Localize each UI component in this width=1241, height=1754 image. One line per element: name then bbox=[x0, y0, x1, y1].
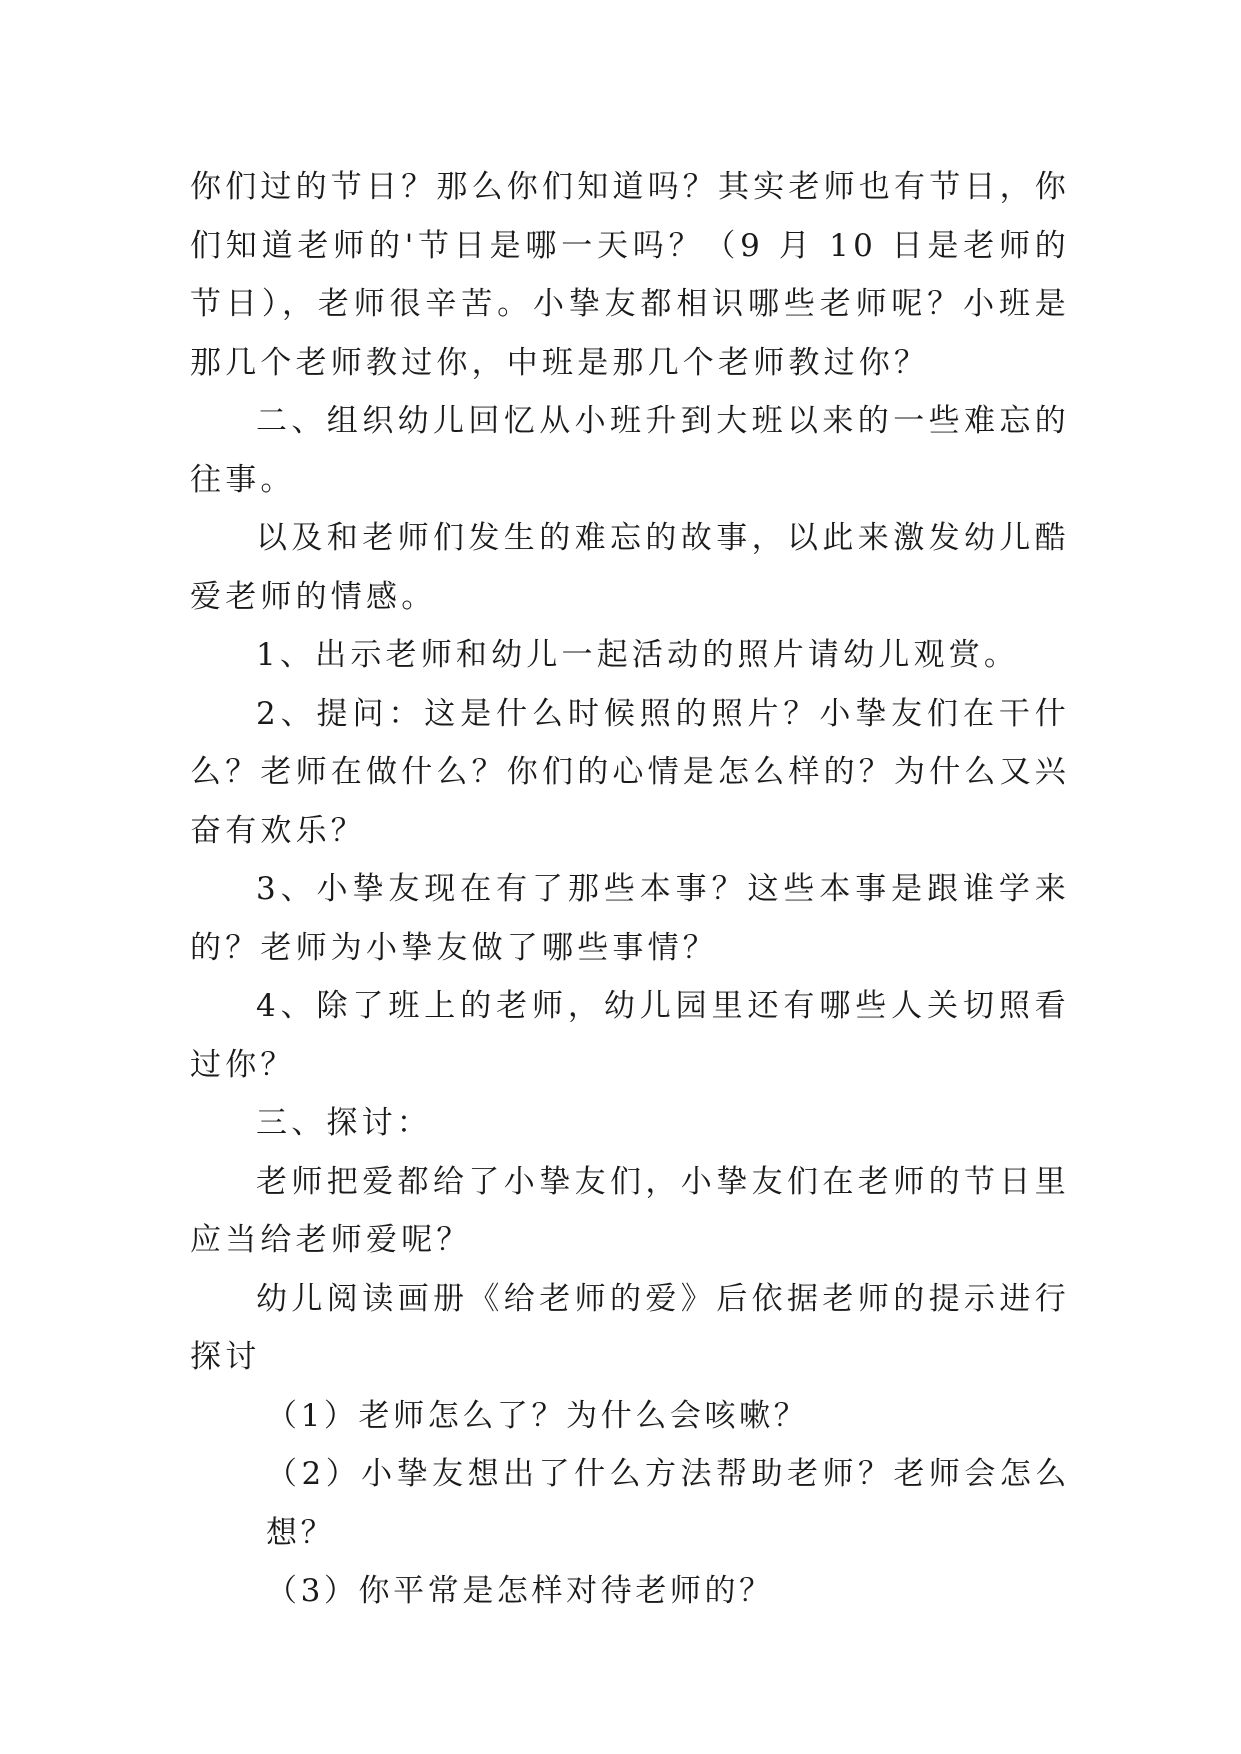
document-body bbox=[190, 158, 1070, 1621]
paragraph-section-three: 三、探讨： bbox=[256, 1105, 432, 1141]
paragraph-section-two: 二、组织幼儿回忆从小班升到大班以来的一些难忘的往事。 bbox=[190, 403, 1070, 498]
paragraph-step-4: 4、除了班上的老师，幼儿园里还有哪些人关切照看过你？ bbox=[190, 988, 1070, 1083]
question-1: （1）老师怎么了？为什么会咳嗽？ bbox=[266, 1397, 809, 1434]
paragraph-love: 老师把爱都给了小挚友们，小挚友们在老师的节日里应当给老师爱呢？ bbox=[190, 1163, 1070, 1258]
paragraph-reading: 幼儿阅读画册《给老师的爱》后依据老师的提示进行探讨 bbox=[190, 1280, 1070, 1375]
question-2: （2）小挚友想出了什么方法帮助老师？老师会怎么想？ bbox=[266, 1456, 1070, 1551]
paragraph-step-2: 2、提问：这是什么时候照的照片？小挚友们在干什么？老师在做什么？你们的心情是怎么样的？为什么又兴奋有欢乐？ bbox=[190, 695, 1070, 849]
paragraph-step-1: 1、出示老师和幼儿一起活动的照片请幼儿观赏。 bbox=[256, 637, 1020, 673]
paragraph-step-3: 3、小挚友现在有了那些本事？这些本事是跟谁学来的？老师为小挚友做了哪些事情？ bbox=[190, 871, 1070, 966]
paragraph-stories: 以及和老师们发生的难忘的故事，以此来激发幼儿酷爱老师的情感。 bbox=[190, 520, 1070, 615]
paragraph-intro: 你们过的节日？那么你们知道吗？其实老师也有节日，你们知道老师的'节日是哪一天吗？（9 月 10 日是老师的节日），老师很辛苦。小挚友都相识哪些老师呢？小班是那几个老师教过你，中班是那几个老师教过你？ bbox=[190, 169, 1070, 381]
question-3: （3）你平常是怎样对待老师的？ bbox=[266, 1573, 774, 1609]
